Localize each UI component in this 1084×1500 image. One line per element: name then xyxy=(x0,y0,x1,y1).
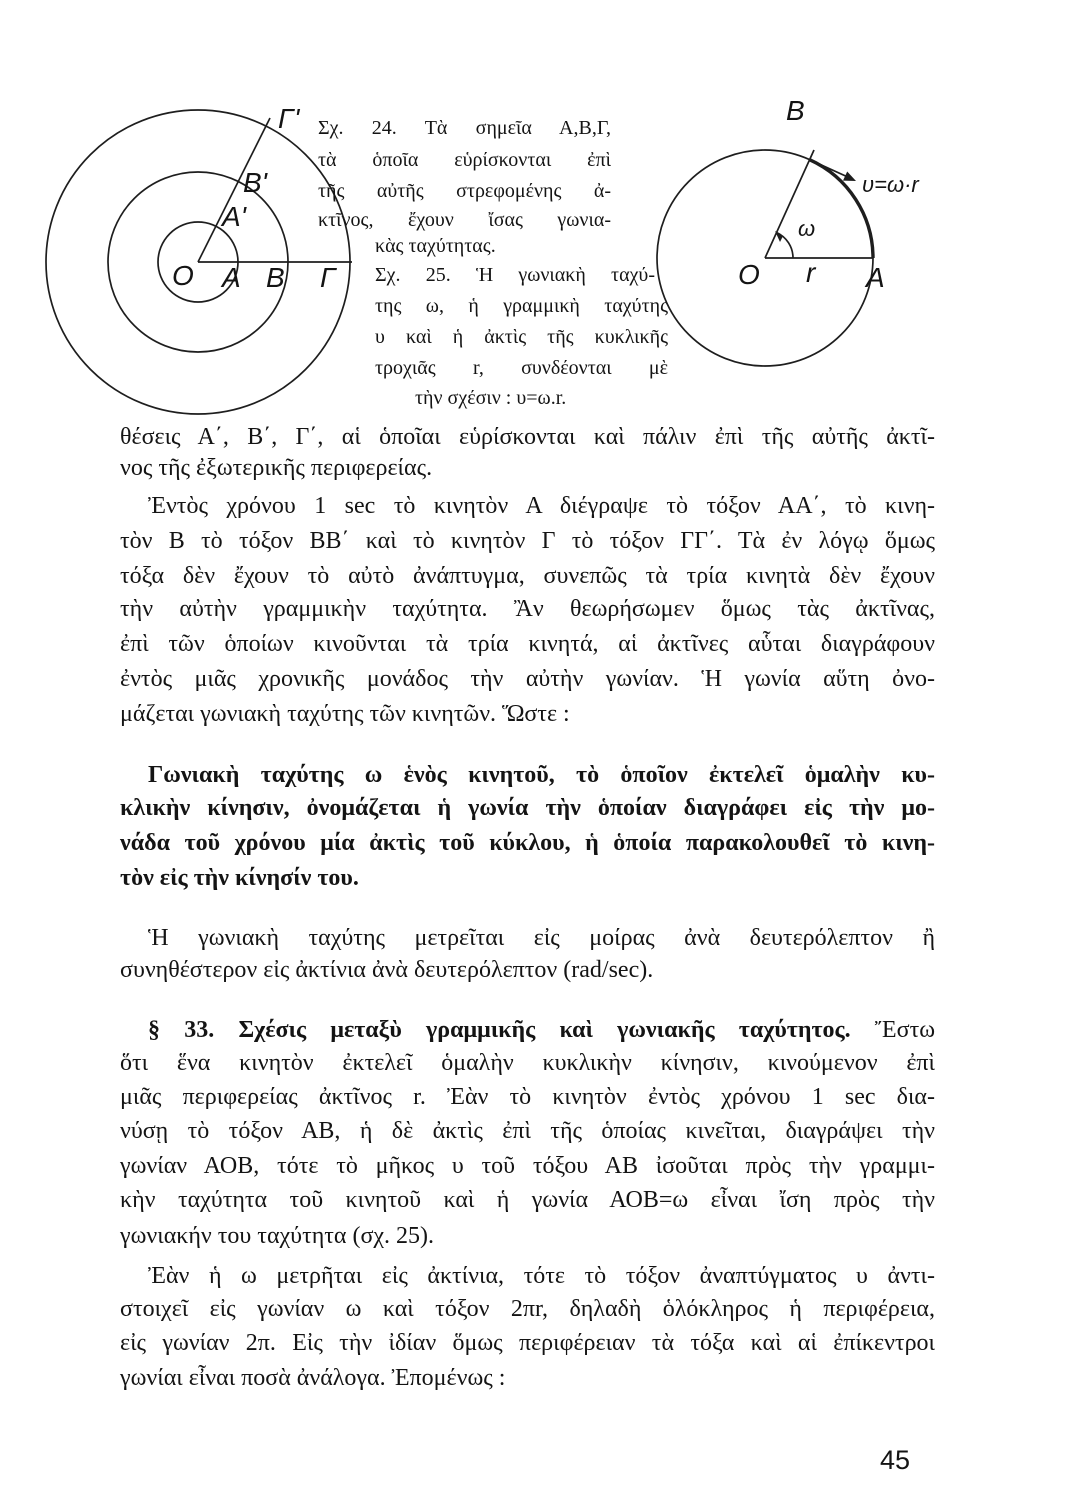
caption-line: της ω, ἡ γραμμικὴ ταχύτης xyxy=(375,295,668,317)
label-beta: Β xyxy=(266,262,285,293)
text-line: Ἐὰν ἡ ω μετρῆται εἰς ἀκτίνια, τότε τὸ τόξον ἀναπτύγματος υ ἀντι- xyxy=(148,1263,935,1289)
label-origin: Ο xyxy=(172,260,194,291)
caption-line: υ καὶ ἡ ἀκτὶς τῆς κυκλικῆς xyxy=(375,326,668,348)
caption-line: τὰ ὁποῖα εὑρίσκονται ἐπὶ xyxy=(318,149,611,171)
velocity-vector xyxy=(810,160,850,178)
text-line: εἰς γωνίαν 2π. Εἰς τὴν ἰδίαν ὅμως περιφέρειαν τὰ τόξα καὶ αἱ ἐπίκεντροι xyxy=(120,1330,935,1356)
section-heading: § 33. Σχέσις μεταξὺ γραμμικῆς καὶ γωνιακῆς ταχύτητος. xyxy=(148,1017,851,1043)
caption-line: κὰς ταχύτητας. xyxy=(375,235,496,257)
text-line: Γωνιακὴ ταχύτης ω ἑνὸς κινητοῦ, τὸ ὁποῖον ἐκτελεῖ ὁμαλὴν κυ- xyxy=(148,762,935,788)
text-line: Ἡ γωνιακὴ ταχύτης μετρεῖται εἰς μοίρας ἀνὰ δευτερόλεπτον ἢ xyxy=(148,925,935,951)
text-line: κλικὴν κίνησιν, ὀνομάζεται ἡ γωνία τὴν ὁποίαν διαγράφει εἰς τὴν μο- xyxy=(120,795,935,821)
label-gamma-prime: Γ' xyxy=(278,103,300,134)
text-line: μάζεται γωνιακὴ ταχύτης τῶν κινητῶν. Ὥστε : xyxy=(120,701,570,727)
text-line: τὸν Β τὸ τόξον ΒΒ΄ καὶ τὸ κινητὸν Γ τὸ τόξον ΓΓ΄. Τὰ ἐν λόγῳ ὅμως xyxy=(120,528,935,554)
label-point-a: Α xyxy=(866,262,885,293)
label-origin: Ο xyxy=(738,259,760,290)
caption-line: Σχ. 24. Τὰ σημεῖα Α,Β,Γ, xyxy=(318,117,611,139)
text-line: νύσῃ τὸ τόξον ΑΒ, ἡ δὲ ἀκτὶς ἐπὶ τῆς ὁποίας κινεῖται, διαγράψει τὴν xyxy=(120,1118,935,1144)
caption-line: τροχιᾶς r, συνδέονται μὲ xyxy=(375,357,668,379)
text-line: τὸν εἰς τὴν κίνησίν του. xyxy=(120,865,359,891)
text-line: νάδα τοῦ χρόνου μία ἀκτὶς τοῦ κύκλου, ἡ ὁποία παρακολουθεῖ τὸ κινη- xyxy=(120,830,935,856)
text-line: γωνίαι εἶναι ποσὰ ἀνάλογα. Ἐπομένως : xyxy=(120,1365,506,1391)
angle-arrowhead xyxy=(775,231,783,242)
text-line: τὴν αὐτὴν γραμμικὴν ταχύτητα. Ἂν θεωρήσωμεν ὅμως τὰς ἀκτῖνας, xyxy=(120,596,935,622)
text-line: στοιχεῖ εἰς γωνίαν ω καὶ τόξον 2πr, δηλαδὴ ὁλόκληρος ἡ περιφέρεια, xyxy=(120,1296,935,1322)
text-line: γωνίαν ΑΟΒ, τότε τὸ μῆκος υ τοῦ τόξου ΑΒ ἰσοῦται πρὸς τὴν γραμμι- xyxy=(120,1153,935,1179)
caption-line: τῆς αὐτῆς στρεφομένης ἀ- xyxy=(318,180,611,202)
text-line: ἐντὸς μιᾶς χρονικῆς μονάδος τὴν αὐτὴν γωνίαν. Ἡ γωνία αὕτη ὀνο- xyxy=(120,666,935,692)
figure-25 xyxy=(657,95,920,366)
label-gamma: Γ xyxy=(320,262,336,293)
caption-line: τὴν σχέσιν : υ=ω.r. xyxy=(415,387,567,409)
text-line: Ἐντὸς χρόνου 1 sec τὸ κινητὸν Α διέγραψε τὸ τόξον ΑΑ΄, τὸ κινη- xyxy=(148,493,935,519)
label-velocity: υ=ω·r xyxy=(862,172,919,197)
label-alpha-prime: Α' xyxy=(222,201,247,232)
label-alpha: Α xyxy=(222,262,241,293)
label-radius: r xyxy=(806,257,816,288)
text-line: γωνιακήν του ταχύτητα (σχ. 25). xyxy=(120,1223,435,1249)
text-line: τόξα δὲν ἔχουν τὸ αὐτὸ ἀνάπτυγμα, συνεπῶς τὰ τρία κινητὰ δὲν ἔχουν xyxy=(120,563,935,589)
page-number: 45 xyxy=(880,1445,911,1475)
caption-line: κτῖνος, ἔχουν ἴσας γωνια- xyxy=(318,209,611,231)
text-line: συνηθέστερον εἰς ἀκτίνια ἀνὰ δευτερόλεπτον (rad/sec). xyxy=(120,957,654,983)
label-angle-omega: ω xyxy=(798,216,816,241)
text-line: νος τῆς ἐξωτερικῆς περιφερείας. xyxy=(120,455,433,481)
section-text: Ἔστω xyxy=(874,1017,936,1043)
text-line: ἐπὶ τῶν ὁποίων κινοῦνται τὰ τρία κινητά, αἱ ἀκτῖνες αὗται διαγράφουν xyxy=(120,631,935,657)
label-point-b: Β xyxy=(786,95,805,126)
text-line xyxy=(148,1013,935,1047)
label-beta-prime: Β' xyxy=(243,167,268,198)
caption-line: Σχ. 25. Ἡ γωνιακὴ ταχύ- xyxy=(375,264,655,286)
text-line: μιᾶς περιφερείας ἀκτῖνος r. Ἐὰν τὸ κινητὸν ἐντὸς χρόνου 1 sec δια- xyxy=(120,1084,935,1110)
text-line: θέσεις Α΄, Β΄, Γ΄, αἱ ὁποῖαι εὑρίσκονται καὶ πάλιν ἐπὶ τῆς αὐτῆς ἀκτῖ- xyxy=(120,424,935,450)
text-line: ὅτι ἕνα κινητὸν ἐκτελεῖ ὁμαλὴν κυκλικὴν κίνησιν, κινούμενον ἐπὶ xyxy=(120,1050,935,1076)
radius-ob xyxy=(765,150,814,258)
text-line: κὴν ταχύτητα τοῦ κινητοῦ καὶ ἡ γωνία ΑΟΒ=ω εἶναι ἴση πρὸς τὴν xyxy=(120,1187,935,1213)
figure-24 xyxy=(46,103,352,414)
